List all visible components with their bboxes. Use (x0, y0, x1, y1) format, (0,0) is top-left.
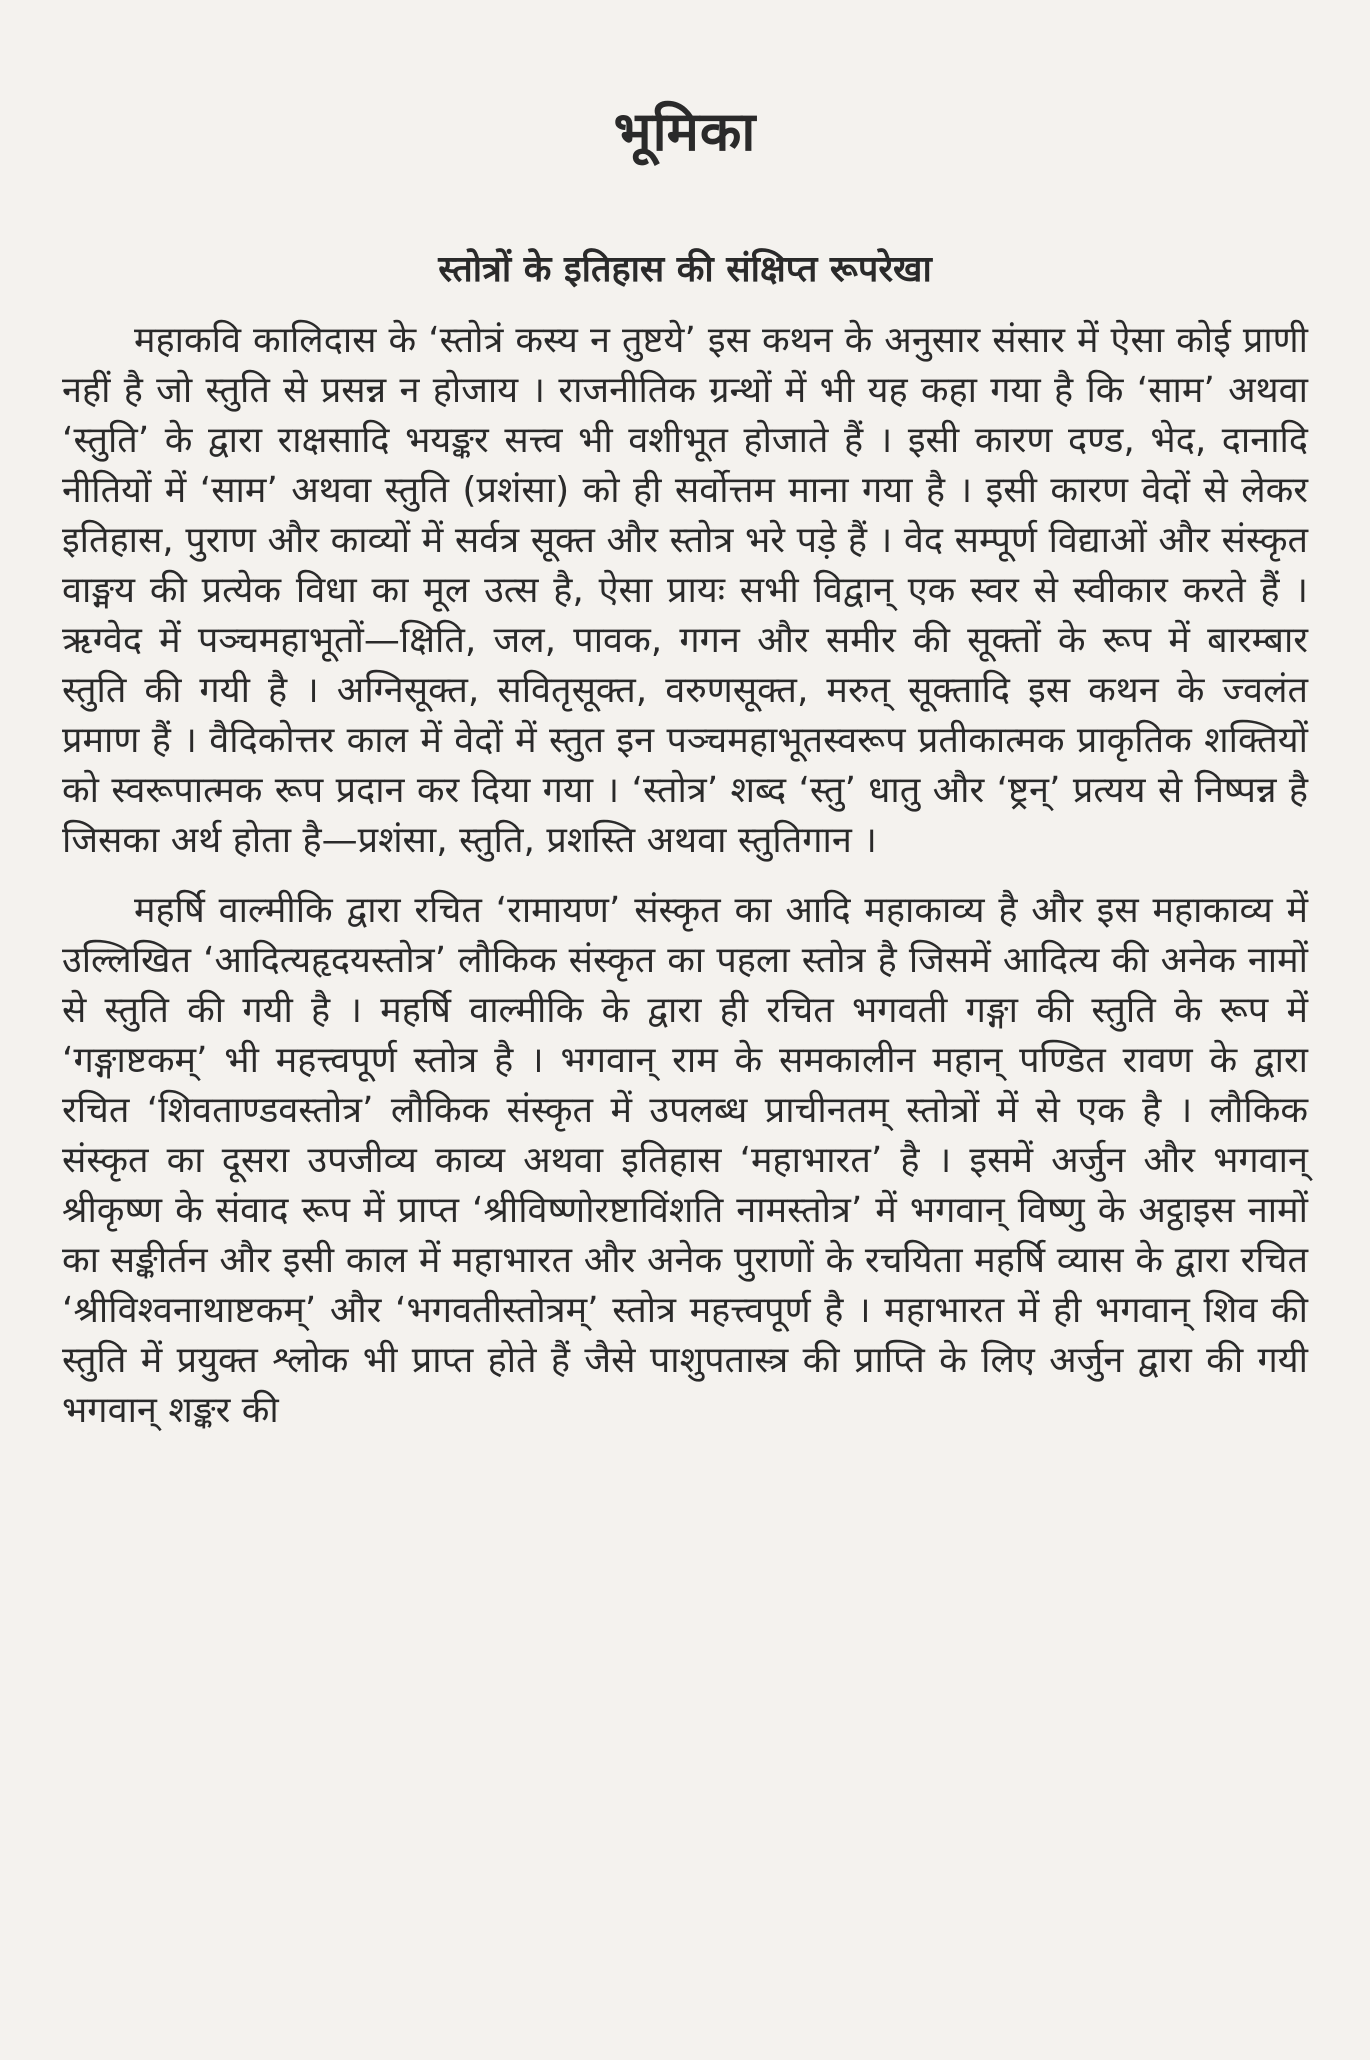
page-title: भूमिका (613, 100, 757, 163)
paragraph-2: महर्षि वाल्मीकि द्वारा रचित ‘रामायण’ संस्कृत का आदि महाकाव्य है और इस महाकाव्य में उल्लिखित ‘आदित्यहृदयस्तोत्र’ लौकिक संस्कृत का पहला स्तोत्र है जिसमें आदित्य की अनेक नामों से स्तुति की गयी है । महर्षि वाल्मीकि के द्वारा ही रचित भगवती गङ्गा की स्तुति के रूप में ‘गङ्गाष्टकम्’ भी महत्त्वपूर्ण स्तोत्र है । भगवान् राम के समकालीन महान् पण्डित रावण के द्वारा रचित ‘शिवताण्डवस्तोत्र’ लौकिक संस्कृत में उपलब्ध प्राचीनतम् स्तोत्रों में से एक है । लौकिक संस्कृत का दूसरा उपजीव्य काव्य अथवा इतिहास ‘महाभारत’ है । इसमें अर्जुन और भगवान् श्रीकृष्ण के संवाद रूप में प्राप्त ‘श्रीविष्णोरष्टाविंशति नामस्तोत्र’ में भगवान् विष्णु के अट्ठाइस नामों का सङ्कीर्तन और इसी काल में महाभारत और अनेक पुराणों के रचयिता महर्षि व्यास के द्वारा रचित ‘श्रीविश्वनाथाष्टकम्’ और ‘भगवतीस्तोत्रम्’ स्तोत्र महत्त्वपूर्ण है । महाभारत में ही भगवान् शिव की स्तुति में प्रयुक्त श्लोक भी प्राप्त होते हैं जैसे पाशुपतास्त्र की प्राप्ति के लिए अर्जुन द्वारा की गयी भगवान् शङ्कर की (62, 889, 1308, 1431)
section-heading: स्तोत्रों के इतिहास की संक्षिप्त रूपरेखा (438, 248, 932, 290)
paragraph-1: महाकवि कालिदास के ‘स्तोत्रं कस्य न तुष्टये’ इस कथन के अनुसार संसार में ऐसा कोई प्राणी नहीं है जो स्तुति से प्रसन्न न होजाय । राजनीतिक ग्रन्थों में भी यह कहा गया है कि ‘साम’ अथवा ‘स्तुति’ के द्वारा राक्षसादि भयङ्कर सत्त्व भी वशीभूत होजाते हैं । इसी कारण दण्ड, भेद, दानादि नीतियों में ‘साम’ अथवा स्तुति (प्रशंसा) को ही सर्वोत्तम माना गया है । इसी कारण वेदों से लेकर इतिहास, पुराण और काव्यों में सर्वत्र सूक्त और स्तोत्र भरे पड़े हैं । वेद सम्पूर्ण विद्याओं और संस्कृत वाङ्मय की प्रत्येक विधा का मूल उत्स है, ऐसा प्रायः सभी विद्वान् एक स्वर से स्वीकार करते हैं । ऋग्वेद में पञ्चमहाभूतों—क्षिति, जल, पावक, गगन और समीर की सूक्तों के रूप में बारम्बार स्तुति की गयी है । अग्निसूक्त, सवितृसूक्त, वरुणसूक्त, मरुत् सूक्तादि इस कथन के ज्वलंत प्रमाण हैं । वैदिकोत्तर काल में वेदों में स्तुत इन पञ्चमहाभूतस्वरूप प्रतीकात्मक प्राकृतिक शक्तियों को स्वरूपात्मक रूप प्रदान कर दिया गया । ‘स्तोत्र’ शब्द ‘स्तु’ धातु और ‘ष्ट्रन्’ प्रत्यय से निष्पन्न है जिसका अर्थ होता है—प्रशंसा, स्तुति, प्रशस्ति अथवा स्तुतिगान । (62, 319, 1309, 861)
